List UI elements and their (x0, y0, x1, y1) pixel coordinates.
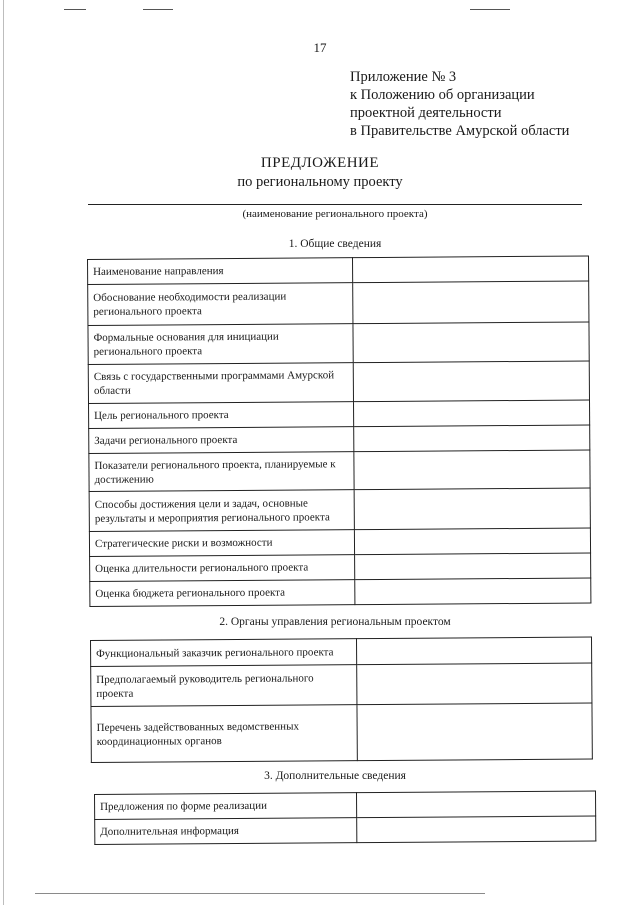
row-label: Оценка бюджета регионального проекта (90, 580, 355, 607)
appendix-line: в Правительстве Амурской области (350, 123, 570, 139)
additional-info-table (94, 790, 596, 845)
table-row (91, 703, 592, 762)
row-value (353, 322, 589, 363)
table-row (95, 816, 596, 844)
row-value (353, 361, 589, 402)
scan-speck (35, 893, 485, 894)
appendix-line: к Положению об организации (350, 87, 535, 103)
row-label: Стратегические риски и возможности (89, 530, 354, 557)
scan-speck (470, 9, 510, 10)
row-label: Наименование направления (88, 258, 353, 285)
row-value (357, 816, 596, 843)
row-label: Показатели регионального проекта, планируемые к достижению (89, 452, 354, 492)
row-label: Формальные основания для инициации регионального проекта (88, 324, 353, 365)
table-row (91, 663, 592, 706)
table-row (89, 488, 590, 531)
table-row (89, 450, 590, 491)
row-label: Предложения по форме реализации (95, 793, 357, 820)
table-row (90, 553, 591, 581)
general-info-table (87, 255, 591, 606)
row-value (354, 400, 590, 427)
row-value (355, 578, 591, 605)
row-label: Способы достижения цели и задач, основные результаты и мероприятия регионального проекта (89, 490, 354, 532)
appendix-line: проектной деятельности (350, 105, 502, 121)
table-row (90, 578, 591, 606)
row-label: Оценка длительности регионального проекта (90, 555, 355, 582)
row-value (357, 663, 592, 705)
page-number: 17 (313, 40, 327, 55)
row-value (354, 528, 590, 555)
table-row (88, 281, 589, 325)
table-row (89, 400, 590, 428)
appendix-header (350, 68, 569, 140)
row-value (354, 488, 590, 530)
row-value (354, 450, 590, 490)
row-label: Предполагаемый руководитель регионального проекта (91, 665, 357, 707)
project-name-caption: (наименование регионального проекта) (242, 208, 428, 220)
row-label: Дополнительная информация (95, 818, 357, 845)
row-label: Перечень задействованных ведомственных координационных органов (91, 705, 357, 763)
row-label: Обоснование необходимости реализации регионального проекта (88, 283, 353, 326)
management-table (90, 636, 593, 763)
section-heading-management: 2. Органы управления региональным проектом (219, 616, 451, 628)
table-row (91, 637, 592, 666)
row-label: Связь с государственными программами Амурской области (88, 363, 353, 404)
row-label: Функциональный заказчик регионального проекта (91, 639, 357, 667)
row-value (357, 703, 592, 761)
project-name-line (88, 204, 582, 205)
scan-speck (143, 9, 173, 10)
row-value (353, 281, 589, 324)
row-value (352, 256, 588, 283)
row-label: Задачи регионального проекта (89, 427, 354, 454)
row-value (355, 553, 591, 580)
appendix-line: Приложение № 3 (350, 69, 457, 85)
table-row (88, 322, 589, 364)
row-value (356, 791, 595, 818)
scan-speck (64, 9, 86, 10)
row-value (356, 637, 591, 665)
table-row (95, 791, 596, 819)
table-row (89, 528, 590, 556)
section-heading-additional: 3. Дополнительные сведения (264, 770, 406, 782)
row-value (354, 425, 590, 452)
document-subtitle: по региональному проекту (237, 174, 403, 190)
document-title: ПРЕДЛОЖЕНИЕ (260, 155, 380, 171)
table-row (88, 256, 589, 284)
table-row (89, 425, 590, 453)
row-label: Цель регионального проекта (89, 402, 354, 429)
section-heading-general: 1. Общие сведения (288, 238, 382, 250)
table-row (88, 361, 589, 403)
